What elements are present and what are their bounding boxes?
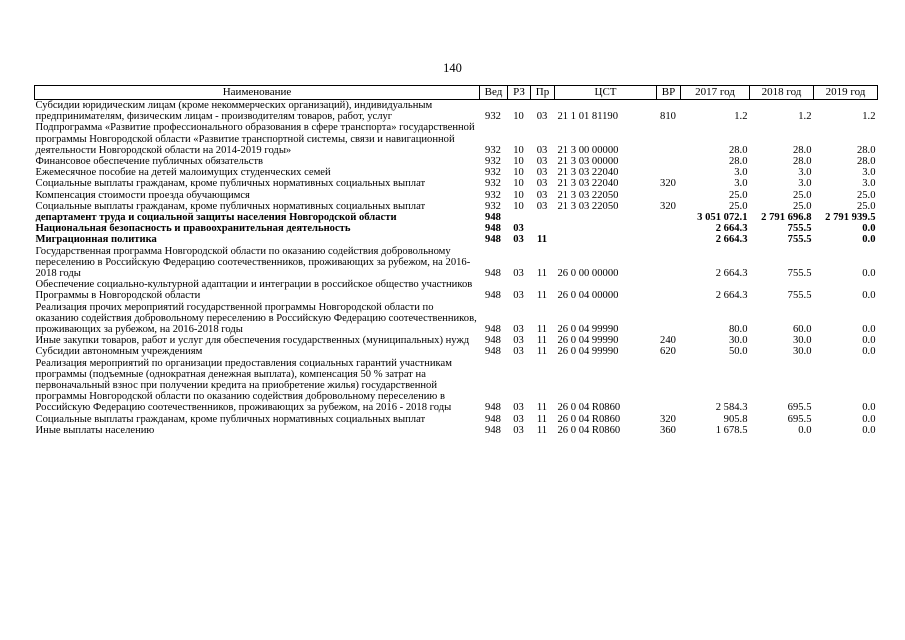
table-row <box>35 201 878 212</box>
cell-rz: 03 <box>513 424 524 436</box>
cell-2017: 3.0 <box>734 167 748 179</box>
cell-2017: 25.0 <box>728 200 748 212</box>
cell-cst: 26 0 04 99990 <box>557 346 619 358</box>
cell-pr: 03 <box>536 111 548 123</box>
cell-pr <box>531 223 555 234</box>
cell-name: Реализация прочих мероприятий государственной программы Новгородской области по оказанию содействия добровольному переселению в Российскую Федерацию соотечественников, проживающих за рубежом, на 2016-2018 годы <box>35 301 477 336</box>
cell-ved: 948 <box>485 424 501 436</box>
cell-2019: 1.2 <box>862 111 876 123</box>
header-2019: 2019 год <box>814 86 878 100</box>
cell-2019: 0.0 <box>862 268 876 280</box>
cell-vr <box>657 167 681 178</box>
header-2018: 2018 год <box>750 86 814 100</box>
table-row <box>35 190 878 201</box>
cell-pr: 03 <box>536 189 548 201</box>
cell-2018: 0.0 <box>798 424 812 436</box>
cell-2019: 0.0 <box>862 324 876 336</box>
cell-2017: 2 664.3 <box>715 290 748 302</box>
cell-2018: 25.0 <box>792 189 812 201</box>
cell-cst <box>555 223 657 234</box>
cell-cst <box>555 212 657 223</box>
cell-name: Социальные выплаты гражданам, кроме публичных нормативных социальных выплат <box>35 200 426 212</box>
table-row <box>35 279 878 301</box>
cell-2019: 0.0 <box>862 223 876 235</box>
cell-rz: 03 <box>513 268 524 280</box>
cell-ved: 948 <box>485 268 501 280</box>
cell-2018: 30.0 <box>792 335 812 347</box>
cell-2019: 28.0 <box>856 156 876 168</box>
cell-pr: 03 <box>536 200 548 212</box>
cell-2019: 3.0 <box>862 167 876 179</box>
cell-pr: 11 <box>536 234 547 246</box>
cell-name: департамент труда и социальной защиты населения Новгородской области <box>35 212 397 224</box>
cell-2018: 755.5 <box>787 223 812 235</box>
table-row <box>35 100 878 123</box>
cell-cst: 21 3 03 00000 <box>557 156 619 168</box>
cell-name: Компенсация стоимости проезда обучающимся <box>35 189 250 201</box>
cell-2018: 2 791 696.8 <box>761 212 812 224</box>
cell-cst: 21 3 03 22040 <box>557 178 619 190</box>
cell-2017: 50.0 <box>728 346 748 358</box>
cell-2018: 28.0 <box>792 156 812 168</box>
cell-name: Субсидии юридическим лицам (кроме некоммерческих организаций), индивидуальным предпринимателям, физическим лицам - производителям товаров, работ, услуг <box>35 100 433 123</box>
cell-ved: 948 <box>485 290 501 302</box>
cell-vr: 320 <box>660 200 676 212</box>
cell-pr: 11 <box>536 335 548 347</box>
cell-name: Подпрограмма «Развитие профессионального образования в сфере транспорта» государственной программы Новгородской области «Развитие транспортной системы, связи и навигационной деятельности Новгородской области на 2014-2019 годы» <box>35 122 475 156</box>
cell-2018: 60.0 <box>792 324 812 336</box>
cell-vr <box>657 223 681 234</box>
cell-rz: 03 <box>513 290 524 302</box>
cell-2018: 3.0 <box>798 167 812 179</box>
cell-name: Субсидии автономным учреждениям <box>35 346 203 358</box>
cell-2019: 28.0 <box>856 144 876 156</box>
cell-rz: 10 <box>513 144 524 156</box>
cell-rz: 03 <box>513 324 524 336</box>
cell-pr: 03 <box>536 144 548 156</box>
cell-2017: 28.0 <box>728 144 748 156</box>
cell-cst: 21 3 03 22050 <box>557 200 619 212</box>
header-vr: ВР <box>657 86 681 100</box>
cell-ved: 932 <box>485 178 501 190</box>
cell-cst: 26 0 00 00000 <box>557 268 619 280</box>
cell-2017: 3 051 072.1 <box>697 212 748 224</box>
cell-2018: 28.0 <box>792 144 812 156</box>
cell-2018: 755.5 <box>787 290 812 302</box>
cell-name: Государственная программа Новгородской области по оказанию содействия добровольному переселению в Российскую Федерацию соотечественников, проживающих за рубежом, на 2016-2018 годы <box>35 245 471 280</box>
cell-cst: 21 3 00 00000 <box>557 144 619 156</box>
cell-cst: 26 0 04 99990 <box>557 335 619 347</box>
table-row <box>35 414 878 425</box>
cell-pr <box>531 212 555 223</box>
cell-rz: 03 <box>513 413 524 425</box>
cell-vr: 810 <box>660 111 676 123</box>
cell-vr <box>657 279 681 301</box>
cell-ved: 948 <box>485 335 501 347</box>
cell-rz: 10 <box>513 167 524 179</box>
cell-cst: 26 0 04 00000 <box>557 290 619 302</box>
table-row <box>35 358 878 414</box>
cell-2017: 30.0 <box>728 335 748 347</box>
table-row <box>35 346 878 357</box>
cell-ved: 948 <box>485 413 501 425</box>
cell-2018: 695.5 <box>787 402 812 414</box>
cell-vr <box>657 190 681 201</box>
cell-name: Социальные выплаты гражданам, кроме публичных нормативных социальных выплат <box>35 178 426 190</box>
table-row <box>35 234 878 245</box>
cell-ved: 948 <box>485 223 501 235</box>
table-header-row <box>35 86 878 100</box>
cell-pr: 03 <box>536 156 548 168</box>
cell-vr: 320 <box>660 178 676 190</box>
cell-rz: 10 <box>513 178 524 190</box>
cell-2018: 3.0 <box>798 178 812 190</box>
cell-pr: 11 <box>536 413 548 425</box>
table-row <box>35 425 878 436</box>
budget-table <box>34 85 878 436</box>
cell-pr: 03 <box>536 167 548 179</box>
cell-vr <box>657 122 681 156</box>
cell-2017: 2 664.3 <box>715 223 748 235</box>
cell-vr <box>657 246 681 280</box>
cell-2019: 25.0 <box>856 200 876 212</box>
cell-rz: 10 <box>513 189 524 201</box>
cell-2019: 0.0 <box>862 402 876 414</box>
cell-name: Иные закупки товаров, работ и услуг для обеспечения государственных (муниципальных) нужд <box>35 335 470 347</box>
cell-2019: 2 791 939.5 <box>825 212 876 224</box>
header-ved: Вед <box>480 86 508 100</box>
cell-cst: 26 0 04 99990 <box>557 324 619 336</box>
cell-ved: 948 <box>485 212 501 224</box>
cell-2018: 695.5 <box>787 413 812 425</box>
cell-ved: 932 <box>485 156 501 168</box>
table-row <box>35 156 878 167</box>
cell-vr <box>657 358 681 414</box>
table-row <box>35 335 878 346</box>
cell-2017: 2 584.3 <box>715 402 748 414</box>
cell-ved: 932 <box>485 200 501 212</box>
cell-vr <box>657 212 681 223</box>
cell-rz: 10 <box>513 156 524 168</box>
cell-pr: 11 <box>536 324 548 336</box>
cell-2019: 25.0 <box>856 189 876 201</box>
cell-pr: 11 <box>536 424 548 436</box>
cell-name: Реализация мероприятий по организации предоставления социальных гарантий участникам программы (подъемные (однократная денежная выплата), компенсация 50 % затрат на первоначальный взнос при получении кредита на приобретение жилья) государственной программы Новгородской области по оказанию содействия добровольному переселению в Российскую Федерацию соотечественников, проживающих за рубежом, на 2016 - 2018 годы <box>35 357 452 414</box>
cell-vr <box>657 234 681 245</box>
cell-vr: 320 <box>660 413 676 425</box>
table-row <box>35 167 878 178</box>
cell-cst: 26 0 04 R0860 <box>557 413 621 425</box>
cell-2017: 2 664.3 <box>715 234 748 246</box>
cell-name: Миграционная политика <box>35 234 157 246</box>
cell-pr: 11 <box>536 402 548 414</box>
cell-2018: 755.5 <box>787 234 812 246</box>
cell-name: Обеспечение социально-культурной адаптации и интеграции в российское общество участников Программы в Новгородской области <box>35 279 473 302</box>
cell-2017: 3.0 <box>734 178 748 190</box>
cell-rz <box>508 212 531 223</box>
cell-ved: 948 <box>485 346 501 358</box>
cell-2017: 1 678.5 <box>715 424 748 436</box>
cell-rz: 03 <box>513 234 524 246</box>
cell-cst <box>555 234 657 245</box>
cell-2019: 0.0 <box>862 335 876 347</box>
cell-2019: 0.0 <box>862 290 876 302</box>
cell-pr: 11 <box>536 268 548 280</box>
cell-2019: 0.0 <box>862 413 876 425</box>
cell-ved: 932 <box>485 144 501 156</box>
cell-2017: 80.0 <box>728 324 748 336</box>
cell-cst: 21 3 03 22050 <box>557 189 619 201</box>
table-row <box>35 178 878 189</box>
cell-vr <box>657 156 681 167</box>
cell-2017: 1.2 <box>734 111 748 123</box>
cell-cst: 26 0 04 R0860 <box>557 402 621 414</box>
cell-2019: 3.0 <box>862 178 876 190</box>
cell-2018: 755.5 <box>787 268 812 280</box>
cell-vr: 360 <box>660 424 676 436</box>
cell-pr: 11 <box>536 290 548 302</box>
cell-ved: 932 <box>485 167 501 179</box>
cell-cst: 21 1 01 81190 <box>557 111 619 123</box>
table-row <box>35 212 878 223</box>
header-2017: 2017 год <box>681 86 750 100</box>
cell-ved: 932 <box>485 111 501 123</box>
table-row <box>35 302 878 336</box>
cell-vr: 240 <box>660 335 676 347</box>
cell-cst: 26 0 04 R0860 <box>557 424 621 436</box>
cell-vr: 620 <box>660 346 676 358</box>
header-pr: Пр <box>531 86 555 100</box>
cell-rz: 03 <box>513 346 524 358</box>
cell-ved: 948 <box>485 324 501 336</box>
cell-2017: 2 664.3 <box>715 268 748 280</box>
cell-pr: 03 <box>536 178 548 190</box>
cell-pr: 11 <box>536 346 548 358</box>
table-row <box>35 246 878 280</box>
table-row <box>35 223 878 234</box>
cell-rz: 03 <box>513 335 524 347</box>
table-body <box>35 100 878 437</box>
cell-2018: 1.2 <box>798 111 812 123</box>
cell-ved: 932 <box>485 189 501 201</box>
cell-name: Финансовое обеспечение публичных обязательств <box>35 156 263 168</box>
cell-rz: 10 <box>513 200 524 212</box>
cell-2017: 905.8 <box>723 413 748 425</box>
cell-rz: 10 <box>513 111 524 123</box>
header-rz: РЗ <box>508 86 531 100</box>
cell-vr <box>657 302 681 336</box>
cell-ved: 948 <box>485 402 501 414</box>
cell-2018: 30.0 <box>792 346 812 358</box>
cell-2017: 28.0 <box>728 156 748 168</box>
cell-name: Национальная безопасность и правоохранительная деятельность <box>35 223 351 235</box>
cell-name: Социальные выплаты гражданам, кроме публичных нормативных социальных выплат <box>35 413 426 425</box>
header-cst: ЦСТ <box>555 86 657 100</box>
cell-cst: 21 3 03 22040 <box>557 167 619 179</box>
cell-rz: 03 <box>513 402 524 414</box>
cell-ved: 948 <box>485 234 501 246</box>
header-name: Наименование <box>35 86 480 100</box>
cell-name: Иные выплаты населению <box>35 424 155 436</box>
table-row <box>35 122 878 156</box>
cell-rz: 03 <box>513 223 524 235</box>
cell-2018: 25.0 <box>792 200 812 212</box>
cell-2019: 0.0 <box>862 234 876 246</box>
cell-2019: 0.0 <box>862 424 876 436</box>
cell-2017: 25.0 <box>728 189 748 201</box>
cell-2019: 0.0 <box>862 346 876 358</box>
cell-name: Ежемесячное пособие на детей малоимущих студенческих семей <box>35 167 331 179</box>
page-number: 140 <box>443 61 462 75</box>
